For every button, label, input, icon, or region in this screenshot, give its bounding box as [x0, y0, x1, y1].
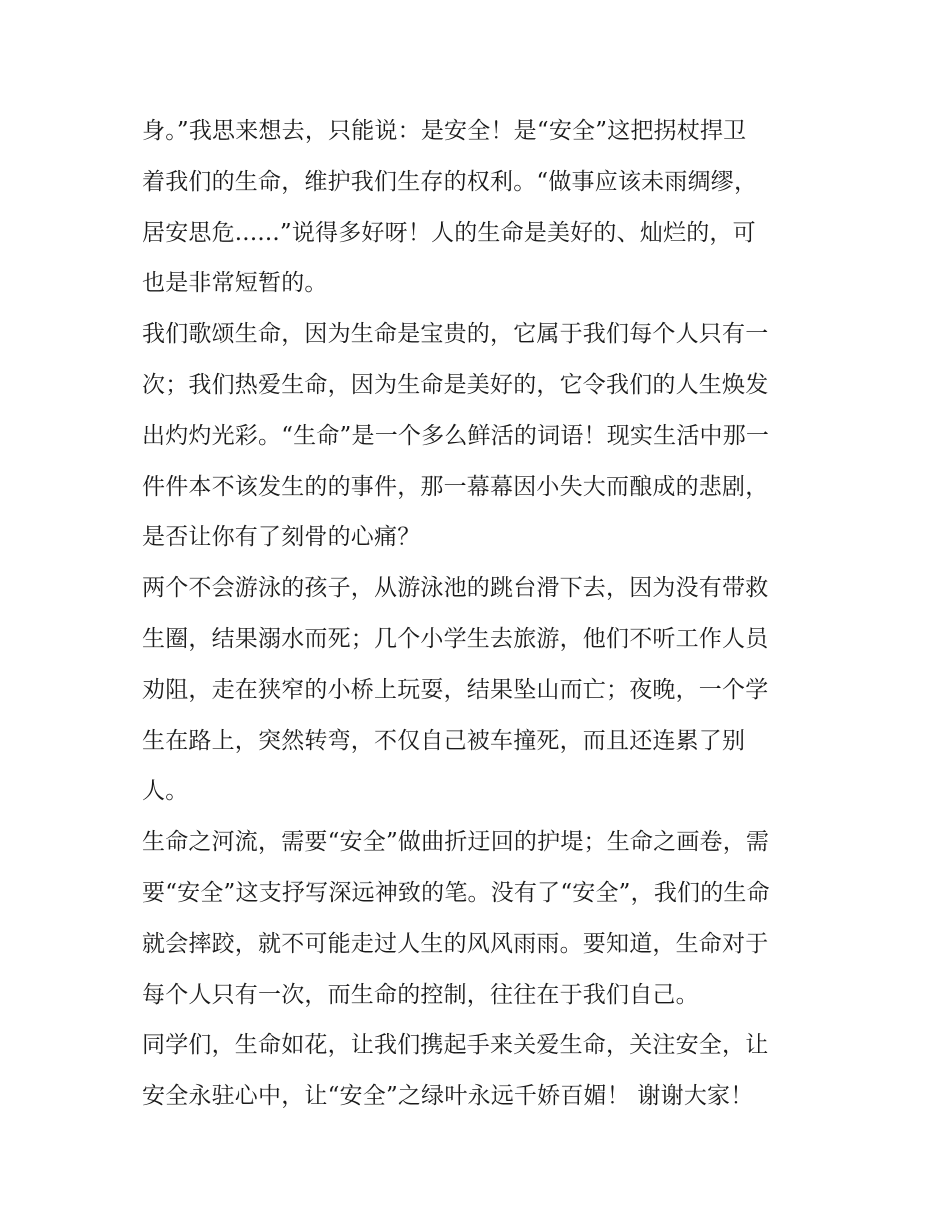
text-line: 每个人只有一次，而生命的控制，往往在于我们自己。	[142, 981, 699, 1008]
text-line: 件件本不该发生的的事件，那一幕幕因小失大而酿成的悲剧，	[142, 473, 769, 500]
text-line: 就会摔跤，就不可能走过人生的风风雨雨。要知道，生命对于	[142, 930, 769, 957]
text-line: 安全永驻心中，让“安全”之绿叶永远千娇百媚！ 谢谢大家！	[142, 1083, 754, 1110]
text-line: 生圈，结果溺水而死；几个小学生去旅游，他们不听工作人员	[142, 625, 769, 652]
text-line: 出灼灼光彩。“生命”是一个多么鲜活的词语！现实生活中那一	[142, 422, 770, 449]
text-line: 居安思危......”说得多好呀！人的生命是美好的、灿烂的，可	[142, 219, 756, 246]
text-line: 要“安全”这支抒写深远神致的笔。没有了“安全”，我们的生命	[142, 879, 770, 906]
document-body	[142, 106, 822, 1122]
text-line: 两个不会游泳的孩子，从游泳池的跳台滑下去，因为没有带救	[142, 575, 769, 602]
text-line: 生命之河流，需要“安全”做曲折迂回的护堤；生命之画卷，需	[142, 829, 770, 856]
text-line: 着我们的生命，维护我们生存的权利。“做事应该未雨绸缪，	[142, 168, 758, 195]
text-line: 次；我们热爱生命，因为生命是美好的，它令我们的人生焕发	[142, 371, 769, 398]
text-line: 是否让你有了刻骨的心痛？	[142, 524, 421, 551]
text-line: 也是非常短暂的。	[142, 270, 328, 297]
text-line: 我们歌颂生命，因为生命是宝贵的，它属于我们每个人只有一	[142, 321, 769, 348]
text-line: 生在路上，突然转弯，不仅自己被车撞死，而且还连累了别	[142, 727, 746, 754]
text-line: 同学们，生命如花，让我们携起手来关爱生命，关注安全，让	[142, 1032, 769, 1059]
text-line: 身。”我思来想去，只能说：是安全！是“安全”这把拐杖捍卫	[142, 118, 747, 144]
text-line: 劝阻，走在狭窄的小桥上玩耍，结果坠山而亡；夜晚，一个学	[142, 676, 769, 703]
text-line: 人。	[142, 778, 189, 805]
